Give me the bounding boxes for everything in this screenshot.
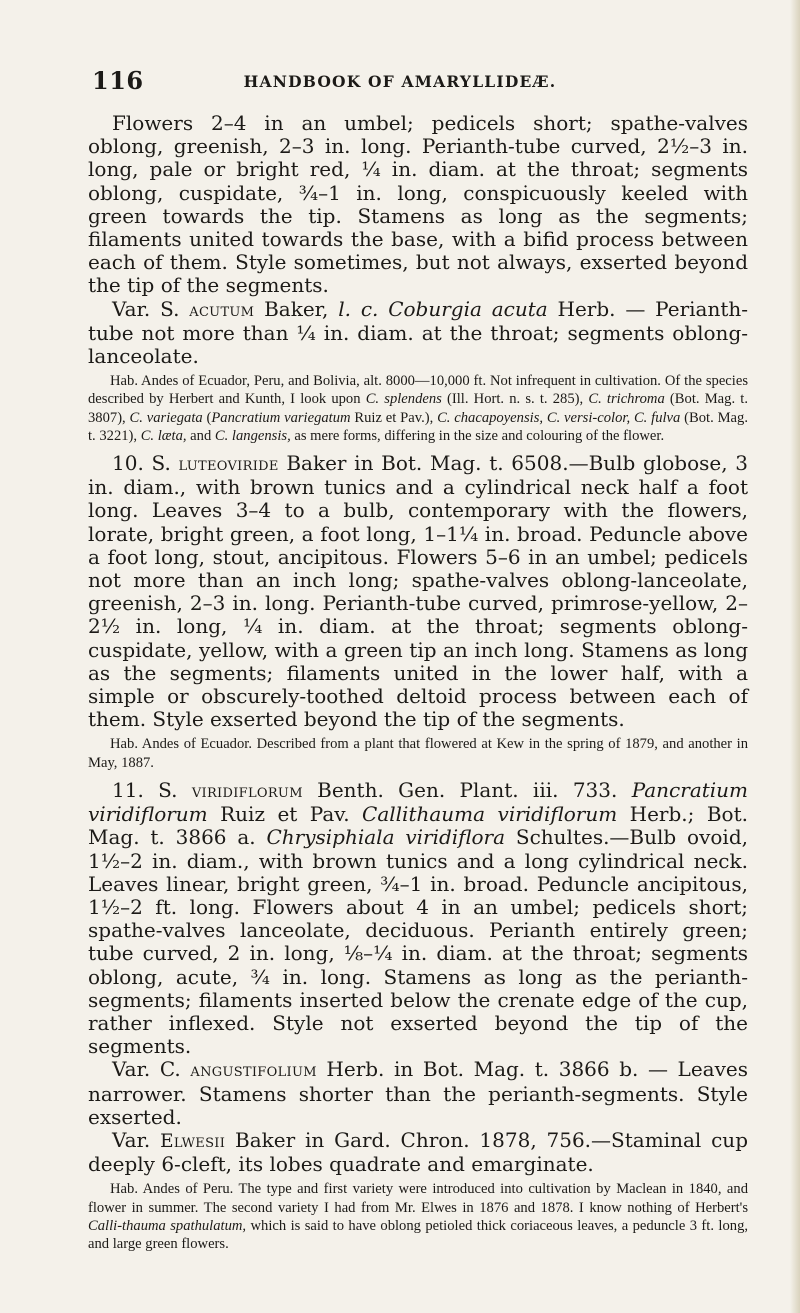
habitat-note: Hab. Andes of Peru. The type and first variety were introduced into cultivation by Maclean in 1840, and flower in summer. The second variety I had from Mr. Elwes in 1876 and 1878. I know nothing of Herbert's Calli-thauma spathulatum, which is said to have oblong petioled thick coriaceous leaves, a peduncle 3 ft. long, and large green flowers. (88, 1181, 749, 1252)
variety-angustifolium-paragraph: Var. C. angustifolium Herb. in Bot. Mag. t. 3866 b. — Leaves narrower. Stamens shorter than the perianth-segments. Style exserted. (88, 1057, 748, 1129)
habitat-note: Hab. Andes of Ecuador, Peru, and Bolivia, alt. 8000—10,000 ft. Not infrequent in cultivation. Of the species described by Herbert and Kunth, I look upon C. splendens (Ill. Hort. n. s. t. 285), C. trichroma (Bot. Mag. t. 3807), C. variegata (Pancratium variegatum Ruiz et Pav.), C. chacapoyensis, C. versi-color, C. fulva (Bot. Mag. t. 3221), C. læta, and C. langensis, as mere forms, differing in the size and colouring of the flower. (88, 373, 748, 444)
variety-acutum-paragraph: Var. S. acutum Baker, l. c. Coburgia acuta Herb. — Perianth-tube not more than ¼ in. diam. at the throat; segments oblong-lanceolate. (88, 296, 749, 369)
description-paragraph: Flowers 2–4 in an umbel; pedicels short; spathe-valves oblong, greenish, 2–3 in. long. Perianth-tube curved, 2½–3 in. long, pale or bright red, ¼ in. diam. at the throat; segments oblong, cuspidate, ¾–1 in. long, conspicuously keeled with green towards the tip. Stamens as long as the segments; filaments united towards the base, with a bifid process between each of them. Style sometimes, but not always, exserted beyond the tip of the segments. (88, 111, 748, 298)
page-body (88, 112, 748, 1260)
variety-name: acutum (189, 299, 255, 321)
page-edge-shadow (790, 0, 800, 1313)
variety-name: angustifolium (190, 1060, 317, 1082)
species-viridiflorum-paragraph: 11. S. viridiflorum Benth. Gen. Plant. iii. 733. Pancratium viridiflorum Ruiz et Pav. Callithauma viridiflorum Herb.; Bot. Mag. t. 3866 a. Chrysiphiala viridiflora Schultes.—Bulb ovoid, 1½–2 in. diam., with brown tunics and a long cylindrical neck. Leaves linear, bright green, ¾–1 in. broad. Peduncle ancipitous, 1½–2 ft. long. Flowers about 4 in an umbel; pedicels short; spathe-valves lanceolate, deciduous. Perianth entirely green; tube curved, 2 in. long, ⅛–¼ in. diam. at the throat; segments oblong, acute, ¾ in. long. Stamens as long as the perianth-segments; filaments inserted below the crenate edge of the cup, rather inflexed. Style not exserted beyond the tip of the segments. (88, 777, 749, 1059)
variety-elwesii-paragraph: Var. Elwesii Baker in Gard. Chron. 1878, 756.—Staminal cup deeply 6-cleft, its lobes quadrate and emarginate. (88, 1127, 748, 1177)
running-title: HANDBOOK OF AMARYLLIDEÆ. (243, 72, 557, 91)
habitat-note: Hab. Andes of Ecuador. Described from a plant that flowered at Kew in the spring of 1879, and another in May, 1887. (88, 736, 748, 771)
page-number: 116 (92, 66, 144, 95)
variety-name: Elwesii (160, 1130, 226, 1152)
species-name: luteoviride (178, 454, 279, 476)
species-luteoviride-paragraph: 10. S. luteoviride Baker in Bot. Mag. t. 6508.—Bulb globose, 3 in. diam., with brown tunics and a cylindrical neck half a foot long. Leaves 3–4 to a bulb, contemporary with the flowers, lorate, bright green, a foot long, 1–1¼ in. broad. Peduncle above a foot long, stout, ancipitous. Flowers 5–6 in an umbel; pedicels not more than an inch long; spathe-valves oblong-lanceolate, greenish, 2–3 in. long. Perianth-tube curved, primrose-yellow, 2–2½ in. long, ¼ in. diam. at the throat; segments oblong-cuspidate, yellow, with a green tip an inch long. Stamens as long as the segments; filaments united in the lower half, with a simple or obscurely-toothed deltoid process between each of them. Style exserted beyond the tip of the segments. (88, 451, 748, 732)
species-name: viridiflorum (191, 780, 303, 802)
